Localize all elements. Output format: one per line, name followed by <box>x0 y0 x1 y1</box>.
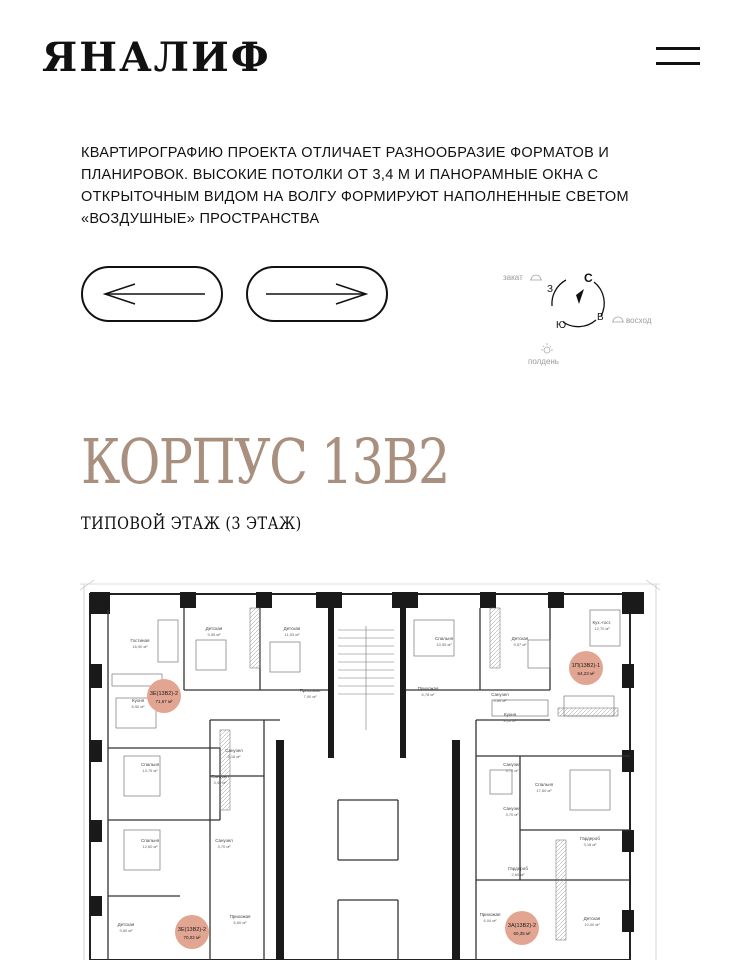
room-area: 3,72 м² <box>505 768 519 773</box>
sun-icon <box>541 343 553 353</box>
plan-walls <box>90 594 630 960</box>
compass-north: С <box>584 271 593 285</box>
room-name: Кух.-гост. <box>592 620 612 625</box>
room-name: Санузел <box>211 774 229 779</box>
compass-sunset: закат <box>503 273 523 282</box>
room-area: 16,90 м² <box>132 644 148 649</box>
room-area: 10,55 м² <box>436 642 452 647</box>
unit-marker[interactable] <box>147 679 181 713</box>
hamburger-menu-icon[interactable] <box>656 46 700 68</box>
room-labels <box>118 620 612 933</box>
compass-east: В <box>597 312 604 323</box>
compass-widget <box>500 268 670 368</box>
unit-area: 70,02 м² <box>183 935 201 940</box>
room-area: 7,90 м² <box>303 694 317 699</box>
room-name: Санузел <box>215 838 233 843</box>
floor-plan[interactable] <box>80 580 660 960</box>
room-name: Детская <box>583 916 601 921</box>
room-name: Санузел <box>503 806 521 811</box>
room-name: Спальня <box>140 762 160 767</box>
room-area: 11,53 м² <box>284 632 300 637</box>
sunrise-icon <box>612 317 624 322</box>
room-area: 6,04 м² <box>483 918 497 923</box>
unit-code: 3Е(13В2)-2 <box>177 927 207 933</box>
unit-code: 3А(13В2)-2 <box>507 923 537 929</box>
room-area: 12,70 м² <box>594 626 610 631</box>
compass-needle-icon <box>576 289 584 304</box>
room-name: Санузел <box>225 748 243 753</box>
unit-code: 3Е(13В2)-2 <box>149 691 179 697</box>
room-area: 8,50 м² <box>131 704 145 709</box>
compass-south: Ю <box>556 320 567 331</box>
prev-button[interactable] <box>81 266 223 322</box>
compass-noon: полдень <box>528 357 559 366</box>
room-name: Кухня <box>503 712 517 717</box>
room-area: 9,60 м² <box>119 928 133 933</box>
next-button[interactable] <box>246 266 388 322</box>
unit-marker[interactable] <box>175 915 209 949</box>
room-area: 2,60 м² <box>511 872 525 877</box>
room-area: 6,60 м² <box>233 920 247 925</box>
room-name: Спальня <box>534 782 554 787</box>
compass-west: З <box>547 284 554 295</box>
arrow-right-icon <box>248 268 386 320</box>
room-area: 6,78 м² <box>421 692 435 697</box>
room-name: Прихожая <box>417 686 439 691</box>
intro-text: КВАРТИРОГРАФИЮ ПРОЕКТА ОТЛИЧАЕТ РАЗНООБРАЗИЕ ФОРМАТОВ И ПЛАНИРОВОК. ВЫСОКИЕ ПОТОЛКИ ОТ 3,4 М И ПАНОРАМНЫЕ ОКНА С ОТКРЫТОЧНЫМ ВИДОМ НА ВОЛГУ ФОРМИРУЮТ НАПОЛНЕННЫЕ СВЕТОМ «ВОЗДУШНЫЕ» ПРОСТРАНСТВА <box>81 145 629 227</box>
room-area: 8,00 м² <box>503 718 517 723</box>
floor-subtitle: ТИПОВОЙ ЭТАЖ (3 ЭТАЖ) <box>81 514 302 534</box>
room-name: Санузел <box>491 692 509 697</box>
unit-marker[interactable] <box>569 651 603 685</box>
room-area: 9,55 м² <box>207 632 221 637</box>
room-name: Спальня <box>140 838 160 843</box>
arrow-left-icon <box>83 268 221 320</box>
room-name: Гардероб <box>580 836 600 841</box>
room-area: 12,60 м² <box>142 844 158 849</box>
room-name: Детская <box>205 626 223 631</box>
room-area: 4,60 м² <box>493 698 507 703</box>
room-name: Кухня <box>131 698 145 703</box>
logo[interactable]: ЯНАЛИФ <box>42 34 271 81</box>
room-area: 3,70 м² <box>217 844 231 849</box>
building-title: КОРПУС 13В2 <box>81 425 449 498</box>
unit-area: 71,67 м² <box>155 699 173 704</box>
room-area: 10,00 м² <box>584 922 600 927</box>
unit-area: 60,35 м² <box>513 931 531 936</box>
room-name: Гардероб <box>508 866 528 871</box>
room-name: Прихожая <box>229 914 251 919</box>
room-name: Детская <box>117 922 135 927</box>
unit-code: 1П(13В2)-1 <box>571 663 601 669</box>
room-area: 4,16 м² <box>227 754 241 759</box>
room-name: Гостиная <box>130 638 150 643</box>
room-name: Санузел <box>503 762 521 767</box>
room-name: Детская <box>511 636 529 641</box>
unit-marker[interactable] <box>505 911 539 945</box>
room-area: 3,70 м² <box>505 812 519 817</box>
room-area: 17,60 м² <box>536 788 552 793</box>
compass-sunrise: восход <box>626 316 652 325</box>
unit-area: 64,23 м² <box>577 671 595 676</box>
room-area: 3,45 м² <box>213 780 227 785</box>
room-name: Детская <box>283 626 301 631</box>
room-area: 13,75 м² <box>142 768 158 773</box>
room-area: 9,57 м² <box>513 642 527 647</box>
plan-staircase <box>338 626 394 730</box>
room-area: 3,18 м² <box>583 842 597 847</box>
room-name: Спальня <box>434 636 454 641</box>
sunset-icon <box>530 275 542 280</box>
room-name: Прихожая <box>479 912 501 917</box>
room-name: Прихожая <box>299 688 321 693</box>
